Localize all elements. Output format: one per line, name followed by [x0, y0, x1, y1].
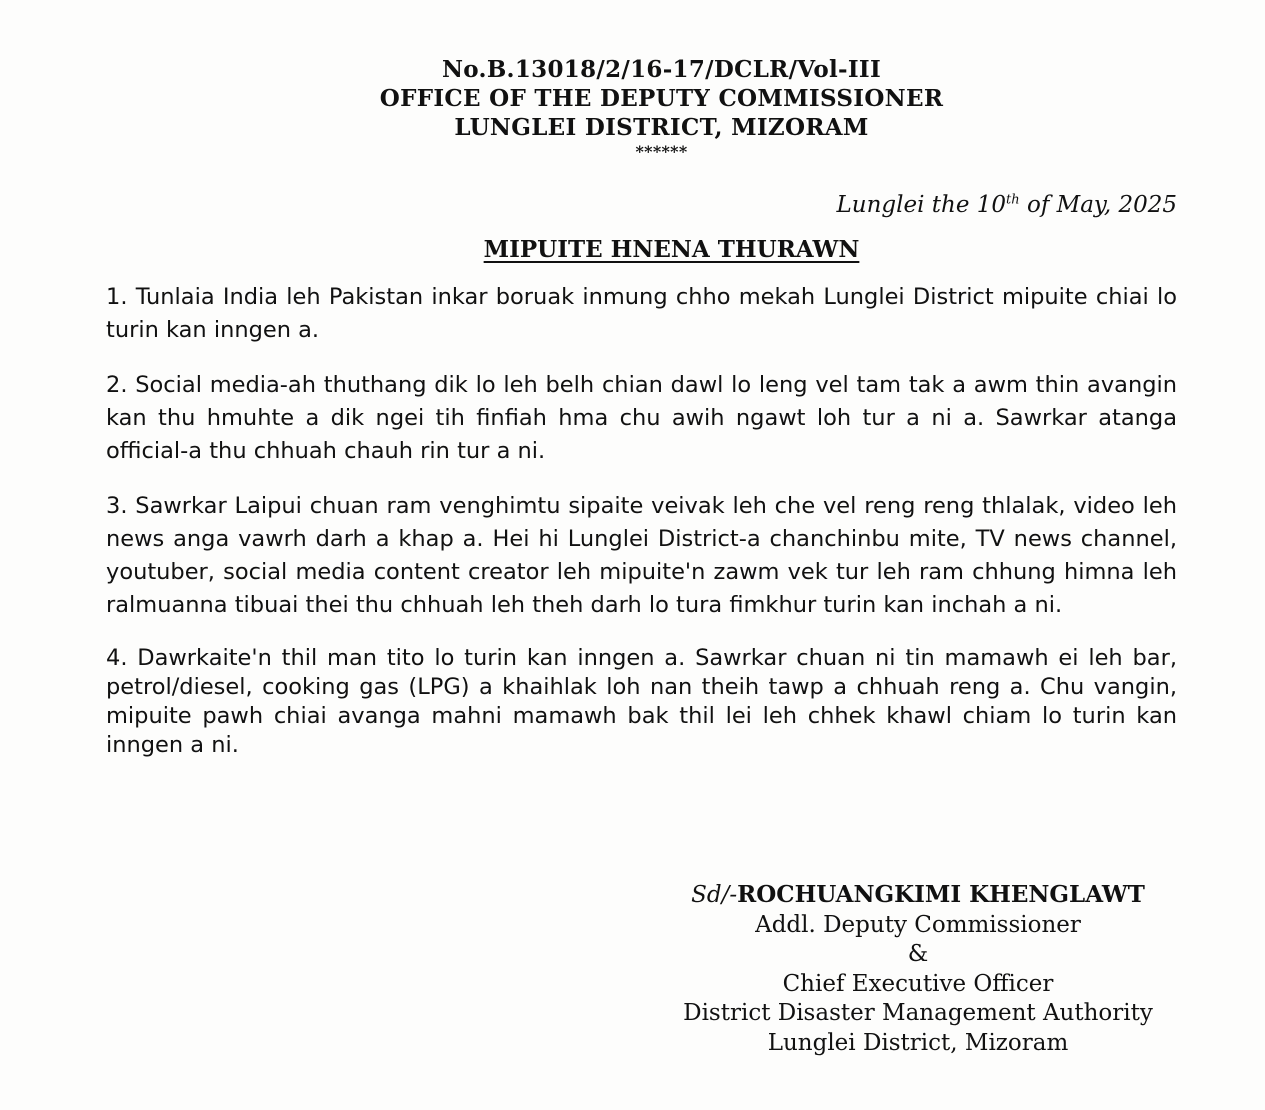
office-name: OFFICE OF THE DEPUTY COMMISSIONER: [379, 85, 944, 112]
paragraph-2: 2. Social media-ah thuthang dik lo leh belh chian dawl lo leng vel tam tak a awm thin avangin kan thu hmuhte a dik ngei tih finfiah hma chu awih ngawt loh tur a ni a. Sawrkar atanga official-a thu chhuah chauh rin tur a ni.: [106, 372, 1177, 464]
letterhead: [146, 0, 1177, 160]
reference-number: No.B.13018/2/16-17/DCLR/Vol-III: [441, 56, 882, 83]
paragraph-1: 1. Tunlaia India leh Pakistan inkar boruak inmung chho mekah Lunglei District mipuite chiai lo turin kan inngen a.: [106, 284, 1177, 343]
paragraph-4: 4. Dawrkaite'n thil man tito lo turin kan inngen a. Sawrkar chuan ni tin mamawh ei leh bar, petrol/diesel, cooking gas (LPG) a khaihlak loh nan theih tawp a chhuah reng a. Chu vangin, mipuite pawh chiai avanga mahni mamawh bak thil lei leh chhek khawl chiam lo turin kan inngen a ni.: [106, 645, 1177, 758]
header-separator: ******: [635, 142, 688, 161]
district-name: LUNGLEI DISTRICT, MIZORAM: [454, 114, 869, 141]
date-ordinal: th: [1006, 192, 1020, 208]
signature-block: [658, 880, 1178, 1058]
signatory-location: Lunglei District, Mizoram: [767, 1029, 1069, 1056]
paragraph-3: 3. Sawrkar Laipui chuan ram venghimtu sipaite veivak leh che vel reng reng thlalak, video leh news anga vawrh darh a khap a. Hei hi Lunglei District-a chanchinbu mite, TV news channel, youtuber, social media content creator leh mipuite'n zawm vek tur leh ram chhung himna leh ralmuanna tibuai thei thu chhuah leh theh darh lo tura fimkhur turin kan inchah a ni.: [106, 493, 1177, 618]
notice-title: MIPUITE HNENA THURAWN: [483, 236, 860, 263]
signatory-designation: Addl. Deputy Commissioner: [755, 911, 1081, 938]
signatory-role: Chief Executive Officer: [782, 970, 1054, 997]
signature-ampersand: &: [907, 941, 929, 967]
signatory-name-line: [658, 880, 1178, 911]
date-suffix: of May, 2025: [1019, 192, 1177, 218]
date-prefix: Lunglei the 10: [836, 192, 1007, 218]
signed-mark: Sd/-: [691, 882, 738, 908]
signatory-name: ROCHUANGKIMI KHENGLAWT: [737, 881, 1145, 908]
signatory-authority: District Disaster Management Authority: [683, 1000, 1153, 1026]
issue-date: [106, 192, 1177, 218]
